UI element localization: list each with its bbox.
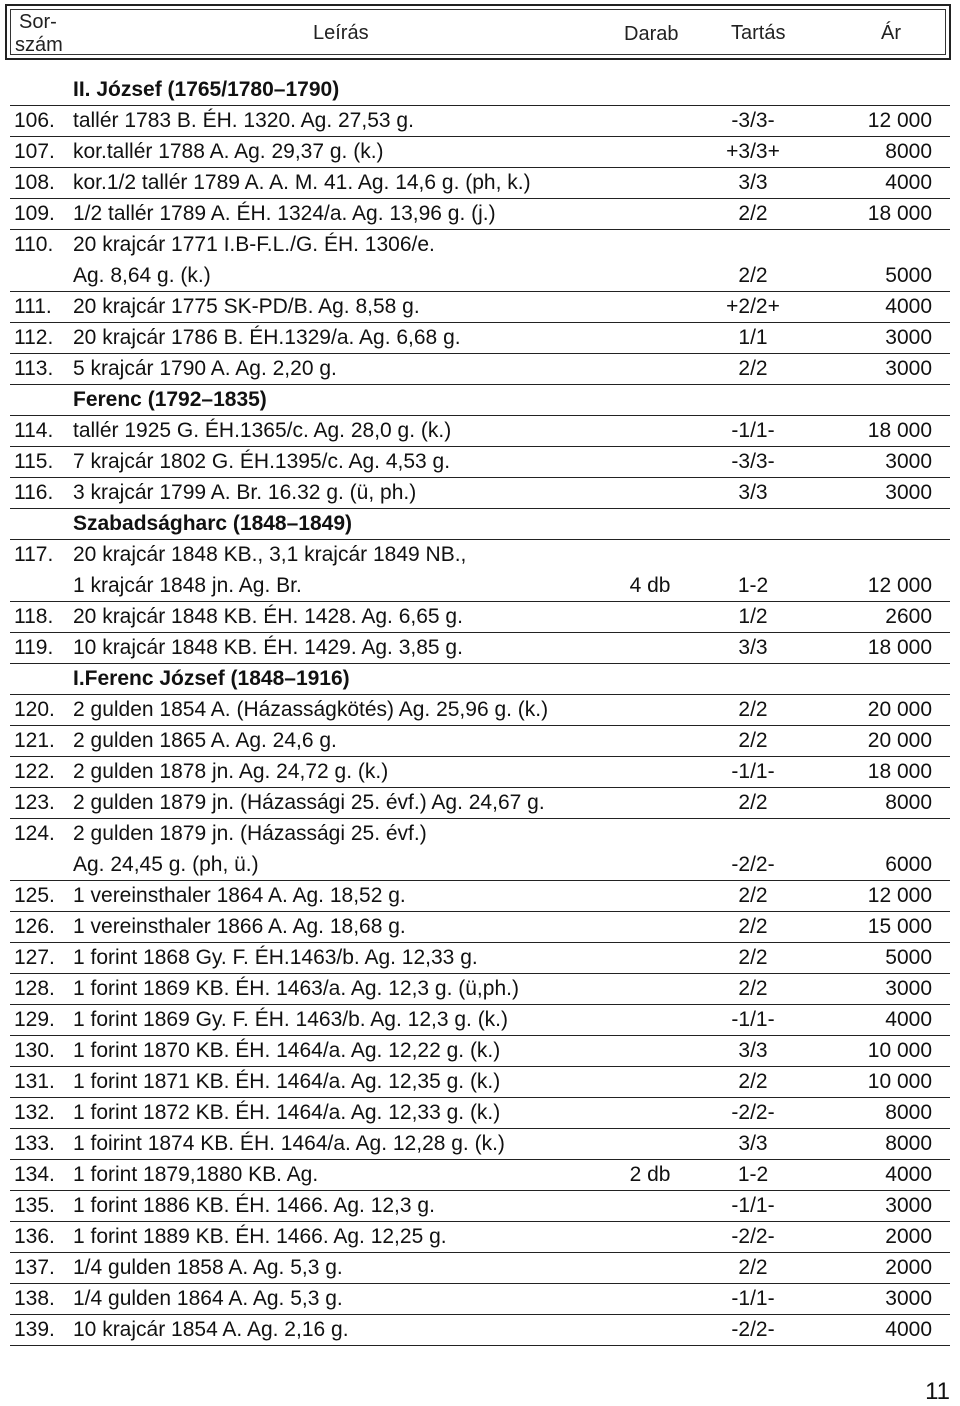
table-row — [0, 1222, 960, 1253]
item-description: 1 krajcár 1848 jn. Ag. Br. — [73, 574, 302, 597]
item-tartas: -3/3- — [731, 109, 775, 132]
item-number: 114. — [14, 419, 54, 442]
table-row — [0, 416, 960, 447]
item-description: 10 krajcár 1848 KB. ÉH. 1429. Ag. 3,85 g. — [73, 636, 463, 659]
page-number: 11 — [925, 1378, 950, 1405]
table-row — [0, 850, 960, 881]
item-description: 2 gulden 1879 jn. (Házassági 25. évf.) — [73, 822, 427, 845]
item-price: 4000 — [885, 295, 932, 318]
item-description: 2 gulden 1854 A. (Házasságkötés) Ag. 25,96 g. (k.) — [73, 698, 549, 721]
item-description: Ag. 8,64 g. (k.) — [73, 264, 211, 287]
item-number: 116. — [14, 481, 54, 504]
item-price: 8000 — [885, 1132, 932, 1155]
item-description: 1 vereinsthaler 1864 A. Ag. 18,52 g. — [73, 884, 406, 907]
item-number: 129. — [14, 1008, 55, 1031]
item-price: 2600 — [885, 605, 932, 628]
table-row — [0, 540, 960, 571]
item-tartas: 2/2 — [738, 698, 768, 721]
item-tartas: -2/2- — [731, 853, 775, 876]
item-price: 4000 — [885, 171, 932, 194]
table-row — [0, 447, 960, 478]
item-description: 1/4 gulden 1864 A. Ag. 5,3 g. — [73, 1287, 343, 1310]
item-price: 5000 — [885, 946, 932, 969]
item-number: 127. — [14, 946, 55, 969]
item-number: 135. — [14, 1194, 55, 1217]
item-price: 12 000 — [867, 884, 932, 907]
item-price: 8000 — [885, 791, 932, 814]
table-row — [0, 695, 960, 726]
item-number: 112. — [14, 326, 54, 349]
item-number: 126. — [14, 915, 55, 938]
item-description: 2 gulden 1879 jn. (Házassági 25. évf.) Ag. 24,67 g. — [73, 791, 545, 814]
section-title: Ferenc (1792–1835) — [73, 388, 267, 411]
section-heading-row — [0, 75, 960, 106]
table-header-inner-border — [10, 9, 946, 55]
item-tartas: 1/2 — [738, 605, 768, 628]
item-darab: 4 db — [629, 574, 671, 597]
item-description: 7 krajcár 1802 G. ÉH.1395/c. Ag. 4,53 g. — [73, 450, 451, 473]
table-row — [0, 633, 960, 664]
item-number: 110. — [14, 233, 54, 256]
item-number: 108. — [14, 171, 55, 194]
item-tartas: -1/1- — [731, 760, 775, 783]
item-number: 124. — [14, 822, 55, 845]
table-row — [0, 881, 960, 912]
item-description: 1 forint 1886 KB. ÉH. 1466. Ag. 12,3 g. — [73, 1194, 435, 1217]
item-number: 125. — [14, 884, 55, 907]
item-description: 1 forint 1871 KB. ÉH. 1464/a. Ag. 12,35 g. (k.) — [73, 1070, 501, 1093]
table-row — [0, 571, 960, 602]
item-tartas: 2/2 — [738, 202, 768, 225]
header-sorszam-line1: Sor- — [19, 11, 57, 33]
item-number: 137. — [14, 1256, 55, 1279]
item-tartas: 3/3 — [738, 171, 768, 194]
item-tartas: -2/2- — [731, 1318, 775, 1341]
item-tartas: -2/2- — [731, 1101, 775, 1124]
table-row — [0, 1036, 960, 1067]
item-tartas: -3/3- — [731, 450, 775, 473]
item-tartas: -1/1- — [731, 1287, 775, 1310]
item-price: 8000 — [885, 140, 932, 163]
item-description: 2 gulden 1865 A. Ag. 24,6 g. — [73, 729, 337, 752]
item-description: 1/4 gulden 1858 A. Ag. 5,3 g. — [73, 1256, 343, 1279]
item-price: 20 000 — [867, 698, 932, 721]
table-row — [0, 292, 960, 323]
item-description: 1 forint 1869 Gy. F. ÉH. 1463/b. Ag. 12,3 g. (k.) — [73, 1008, 509, 1031]
item-number: 120. — [14, 698, 55, 721]
item-tartas: -1/1- — [731, 1008, 775, 1031]
item-number: 130. — [14, 1039, 55, 1062]
item-tartas: 1-2 — [737, 1163, 769, 1186]
header-leiras: Leírás — [313, 22, 369, 44]
table-row — [0, 261, 960, 292]
item-number: 136. — [14, 1225, 55, 1248]
item-description: 3 krajcár 1799 A. Br. 16.32 g. (ü, ph.) — [73, 481, 417, 504]
item-description: 20 krajcár 1775 SK-PD/B. Ag. 8,58 g. — [73, 295, 420, 318]
item-description: tallér 1783 B. ÉH. 1320. Ag. 27,53 g. — [73, 109, 414, 132]
item-number: 117. — [14, 543, 54, 566]
item-description: Ag. 24,45 g. (ph, ü.) — [73, 853, 259, 876]
item-price: 8000 — [885, 1101, 932, 1124]
item-number: 133. — [14, 1132, 55, 1155]
item-description: 20 krajcár 1771 I.B-F.L./G. ÉH. 1306/e. — [73, 233, 435, 256]
item-tartas: 2/2 — [738, 1070, 768, 1093]
item-price: 4000 — [885, 1008, 932, 1031]
section-heading-row — [0, 385, 960, 416]
item-description: kor.1/2 tallér 1789 A. A. M. 41. Ag. 14,6 g. (ph, k.) — [73, 171, 531, 194]
item-tartas: -1/1- — [731, 1194, 775, 1217]
item-tartas: 1-2 — [737, 574, 769, 597]
item-description: 1 vereinsthaler 1866 A. Ag. 18,68 g. — [73, 915, 406, 938]
item-tartas: 2/2 — [738, 915, 768, 938]
item-description: 2 gulden 1878 jn. Ag. 24,72 g. (k.) — [73, 760, 389, 783]
table-row — [0, 354, 960, 385]
table-row — [0, 602, 960, 633]
item-number: 139. — [14, 1318, 55, 1341]
table-row — [0, 726, 960, 757]
item-number: 107. — [14, 140, 55, 163]
item-description: kor.tallér 1788 A. Ag. 29,37 g. (k.) — [73, 140, 384, 163]
item-price: 2000 — [885, 1225, 932, 1248]
item-darab: 2 db — [629, 1163, 671, 1186]
item-price: 18 000 — [867, 760, 932, 783]
item-description: 1 foirint 1874 KB. ÉH. 1464/a. Ag. 12,28 g. (k.) — [73, 1132, 505, 1155]
item-price: 4000 — [885, 1318, 932, 1341]
item-number: 138. — [14, 1287, 55, 1310]
item-price: 12 000 — [867, 574, 932, 597]
item-tartas: 2/2 — [738, 264, 768, 287]
item-price: 3000 — [885, 357, 932, 380]
table-row — [0, 1160, 960, 1191]
item-number: 122. — [14, 760, 55, 783]
item-description: 1 forint 1868 Gy. F. ÉH.1463/b. Ag. 12,33 g. — [73, 946, 478, 969]
item-number: 111. — [14, 295, 52, 318]
table-row — [0, 1098, 960, 1129]
item-tartas: -2/2- — [731, 1225, 775, 1248]
item-number: 131. — [14, 1070, 55, 1093]
item-tartas: 2/2 — [738, 977, 768, 1000]
item-tartas: 1/1 — [738, 326, 768, 349]
table-row — [0, 912, 960, 943]
item-tartas: 2/2 — [738, 357, 768, 380]
item-description: 20 krajcár 1786 B. ÉH.1329/a. Ag. 6,68 g. — [73, 326, 461, 349]
section-heading-row — [0, 509, 960, 540]
table-row — [0, 106, 960, 137]
item-price: 3000 — [885, 1287, 932, 1310]
item-tartas: 2/2 — [738, 884, 768, 907]
table-row — [0, 323, 960, 354]
table-row — [0, 1067, 960, 1098]
item-price: 10 000 — [867, 1039, 932, 1062]
item-description: 1 forint 1869 KB. ÉH. 1463/a. Ag. 12,3 g. (ü,ph.) — [73, 977, 519, 1000]
table-header — [5, 4, 951, 60]
item-number: 128. — [14, 977, 55, 1000]
table-row — [0, 1005, 960, 1036]
header-ar: Ár — [881, 22, 901, 44]
item-description: 1/2 tallér 1789 A. ÉH. 1324/a. Ag. 13,96 g. (j.) — [73, 202, 496, 225]
item-number: 121. — [14, 729, 55, 752]
header-sorszam-line2: szám — [15, 34, 63, 56]
item-description: 1 forint 1870 KB. ÉH. 1464/a. Ag. 12,22 g. (k.) — [73, 1039, 501, 1062]
table-row — [0, 1191, 960, 1222]
item-number: 109. — [14, 202, 55, 225]
item-price: 18 000 — [867, 202, 932, 225]
item-description: 1 forint 1879,1880 KB. Ag. — [73, 1163, 319, 1186]
table-row — [0, 137, 960, 168]
item-price: 4000 — [885, 1163, 932, 1186]
catalog-rows — [0, 75, 960, 1346]
item-tartas: 3/3 — [738, 1132, 768, 1155]
table-row — [0, 819, 960, 850]
table-row — [0, 478, 960, 509]
section-title: I.Ferenc József (1848–1916) — [73, 667, 350, 690]
table-row — [0, 757, 960, 788]
item-tartas: +2/2+ — [726, 295, 780, 318]
item-price: 3000 — [885, 1194, 932, 1217]
header-tartas: Tartás — [731, 22, 786, 44]
item-tartas: 2/2 — [738, 946, 768, 969]
item-description: 5 krajcár 1790 A. Ag. 2,20 g. — [73, 357, 337, 380]
section-title: Szabadságharc (1848–1849) — [73, 512, 352, 535]
item-number: 118. — [14, 605, 54, 628]
item-price: 18 000 — [867, 636, 932, 659]
item-number: 132. — [14, 1101, 55, 1124]
item-description: 20 krajcár 1848 KB., 3,1 krajcár 1849 NB., — [73, 543, 467, 566]
item-price: 10 000 — [867, 1070, 932, 1093]
item-description: tallér 1925 G. ÉH.1365/c. Ag. 28,0 g. (k.) — [73, 419, 452, 442]
table-row — [0, 1284, 960, 1315]
item-price: 3000 — [885, 326, 932, 349]
item-number: 113. — [14, 357, 54, 380]
table-row — [0, 1315, 960, 1346]
item-price: 5000 — [885, 264, 932, 287]
item-price: 20 000 — [867, 729, 932, 752]
item-price: 2000 — [885, 1256, 932, 1279]
section-heading-row — [0, 664, 960, 695]
header-darab: Darab — [624, 23, 679, 45]
table-row — [0, 1253, 960, 1284]
item-number: 106. — [14, 109, 55, 132]
item-description: 10 krajcár 1854 A. Ag. 2,16 g. — [73, 1318, 349, 1341]
item-tartas: +3/3+ — [726, 140, 780, 163]
item-number: 123. — [14, 791, 55, 814]
item-number: 119. — [14, 636, 54, 659]
table-row — [0, 974, 960, 1005]
table-row — [0, 788, 960, 819]
item-price: 18 000 — [867, 419, 932, 442]
item-tartas: 3/3 — [738, 636, 768, 659]
item-tartas: 3/3 — [738, 1039, 768, 1062]
table-row — [0, 199, 960, 230]
item-number: 115. — [14, 450, 54, 473]
item-price: 3000 — [885, 450, 932, 473]
item-description: 20 krajcár 1848 KB. ÉH. 1428. Ag. 6,65 g. — [73, 605, 463, 628]
item-description: 1 forint 1872 KB. ÉH. 1464/a. Ag. 12,33 g. (k.) — [73, 1101, 501, 1124]
item-tartas: 2/2 — [738, 791, 768, 814]
table-row — [0, 943, 960, 974]
table-row — [0, 168, 960, 199]
item-description: 1 forint 1889 KB. ÉH. 1466. Ag. 12,25 g. — [73, 1225, 447, 1248]
item-price: 3000 — [885, 977, 932, 1000]
item-tartas: 2/2 — [738, 1256, 768, 1279]
table-row — [0, 230, 960, 261]
item-price: 6000 — [885, 853, 932, 876]
item-tartas: -1/1- — [731, 419, 775, 442]
item-tartas: 3/3 — [738, 481, 768, 504]
table-row — [0, 1129, 960, 1160]
item-number: 134. — [14, 1163, 55, 1186]
item-price: 15 000 — [867, 915, 932, 938]
item-tartas: 2/2 — [738, 729, 768, 752]
item-price: 12 000 — [867, 109, 932, 132]
section-title: II. József (1765/1780–1790) — [73, 78, 340, 101]
item-price: 3000 — [885, 481, 932, 504]
